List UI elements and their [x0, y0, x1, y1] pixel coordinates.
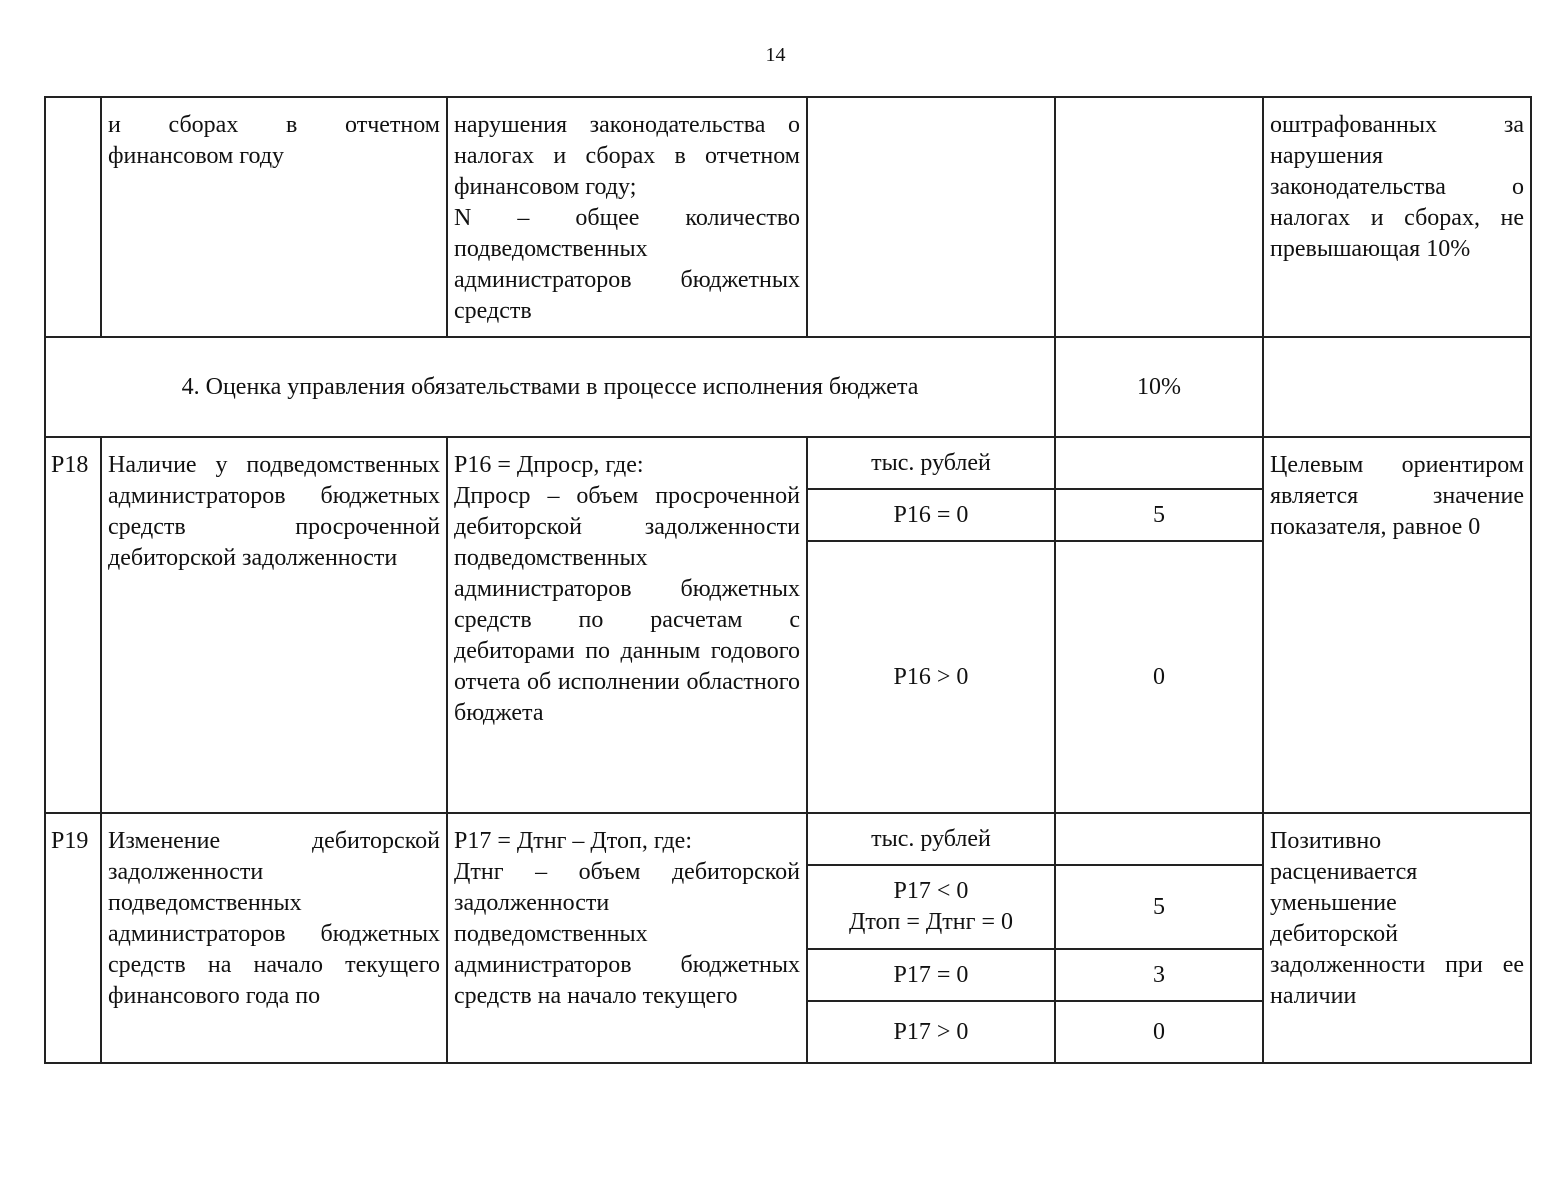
comment-text: Позитивно расценивается уменьшение дебиторской задолженности при ее наличии: [1270, 828, 1524, 1009]
page-number: 14: [765, 44, 786, 66]
score-value: 0: [1153, 663, 1165, 690]
formula-text: Дтнг – объем дебиторской задолженности подведомственных администраторов бюджетных средств на начало текущего: [454, 859, 800, 1009]
section-empty-cell: [1263, 337, 1531, 437]
table-row-p19: [45, 813, 1531, 865]
condition-text: Р17 > 0: [893, 1018, 969, 1045]
condition-cell: [807, 97, 1055, 337]
score-cell: [1055, 437, 1263, 489]
condition-cell: [807, 1001, 1055, 1063]
code-cell: [45, 813, 101, 1063]
score-value: 0: [1153, 1018, 1165, 1045]
condition-cell: [807, 949, 1055, 1001]
score-cell: [1055, 1001, 1263, 1063]
score-cell: [1055, 813, 1263, 865]
condition-cell: [807, 865, 1055, 949]
code-cell: [45, 437, 101, 813]
formula-cell: [447, 97, 807, 337]
score-cell: [1055, 865, 1263, 949]
condition-cell: [807, 541, 1055, 813]
indicator-code: Р19: [51, 828, 89, 854]
formula-cell: [447, 437, 807, 813]
indicator-name-text: и сборах в отчетном финансовом году: [108, 112, 440, 169]
score-value: 5: [1153, 501, 1165, 528]
formula-text: N – общее количество подведомственных администраторов бюджетных средств: [454, 205, 800, 324]
score-value: 3: [1153, 961, 1165, 988]
indicator-name-text: Изменение дебиторской задолженности подведомственных администраторов бюджетных средств на начало текущего финансового года по: [108, 828, 440, 1009]
condition-cell: [807, 489, 1055, 541]
indicator-name-cell: [101, 813, 447, 1063]
condition-text: Р17 = 0: [893, 961, 969, 988]
formula-title: Р16 = Дпроср, где:: [454, 452, 644, 478]
code-cell: [45, 97, 101, 337]
formula-text: нарушения законодательства о налогах и сборах в отчетном финансовом году;: [454, 112, 800, 200]
section-weight-cell: [1055, 337, 1263, 437]
formula-cell: [447, 813, 807, 1063]
condition-text: Дтоп = Дтнг = 0: [848, 909, 1013, 935]
unit-cell: [807, 437, 1055, 489]
formula-text: Дпроср – объем просроченной дебиторской задолженности подведомственных администраторов бюджетных средств по расчетам с дебиторами по данным годового отчета об исполнении областного бюджета: [454, 483, 800, 726]
section-row: [45, 337, 1531, 437]
section-weight: 10%: [1137, 373, 1181, 400]
table-row-p18: [45, 437, 1531, 489]
comment-cell: [1263, 437, 1531, 813]
comment-cell: [1263, 813, 1531, 1063]
table-row-continuation: [45, 97, 1531, 337]
comment-cell: [1263, 97, 1531, 337]
indicator-name-cell: [101, 437, 447, 813]
indicator-code: Р18: [51, 452, 89, 478]
unit-cell: [807, 813, 1055, 865]
section-title-cell: [45, 337, 1055, 437]
score-cell: [1055, 489, 1263, 541]
condition-text: Р16 > 0: [893, 663, 969, 690]
score-cell: [1055, 949, 1263, 1001]
condition-text: Р17 < 0: [893, 878, 969, 904]
score-cell: [1055, 97, 1263, 337]
score-value: 5: [1153, 893, 1165, 920]
indicator-name-cell: [101, 97, 447, 337]
indicator-name-text: Наличие у подведомственных администраторов бюджетных средств просроченной дебиторской задолженности: [108, 452, 440, 571]
section-title: 4. Оценка управления обязательствами в процессе исполнения бюджета: [181, 373, 919, 400]
comment-text: Целевым ориентиром является значение показателя, равное 0: [1270, 452, 1524, 540]
indicators-table: [44, 96, 1532, 1064]
unit-text: тыс. рублей: [871, 449, 991, 476]
score-cell: [1055, 541, 1263, 813]
comment-text: оштрафованных за нарушения законодательства о налогах и сборах, не превышающая 10%: [1270, 112, 1524, 262]
unit-text: тыс. рублей: [871, 825, 991, 852]
formula-title: Р17 = Дтнг – Дтоп, где:: [454, 828, 692, 854]
condition-text: Р16 = 0: [893, 501, 969, 528]
